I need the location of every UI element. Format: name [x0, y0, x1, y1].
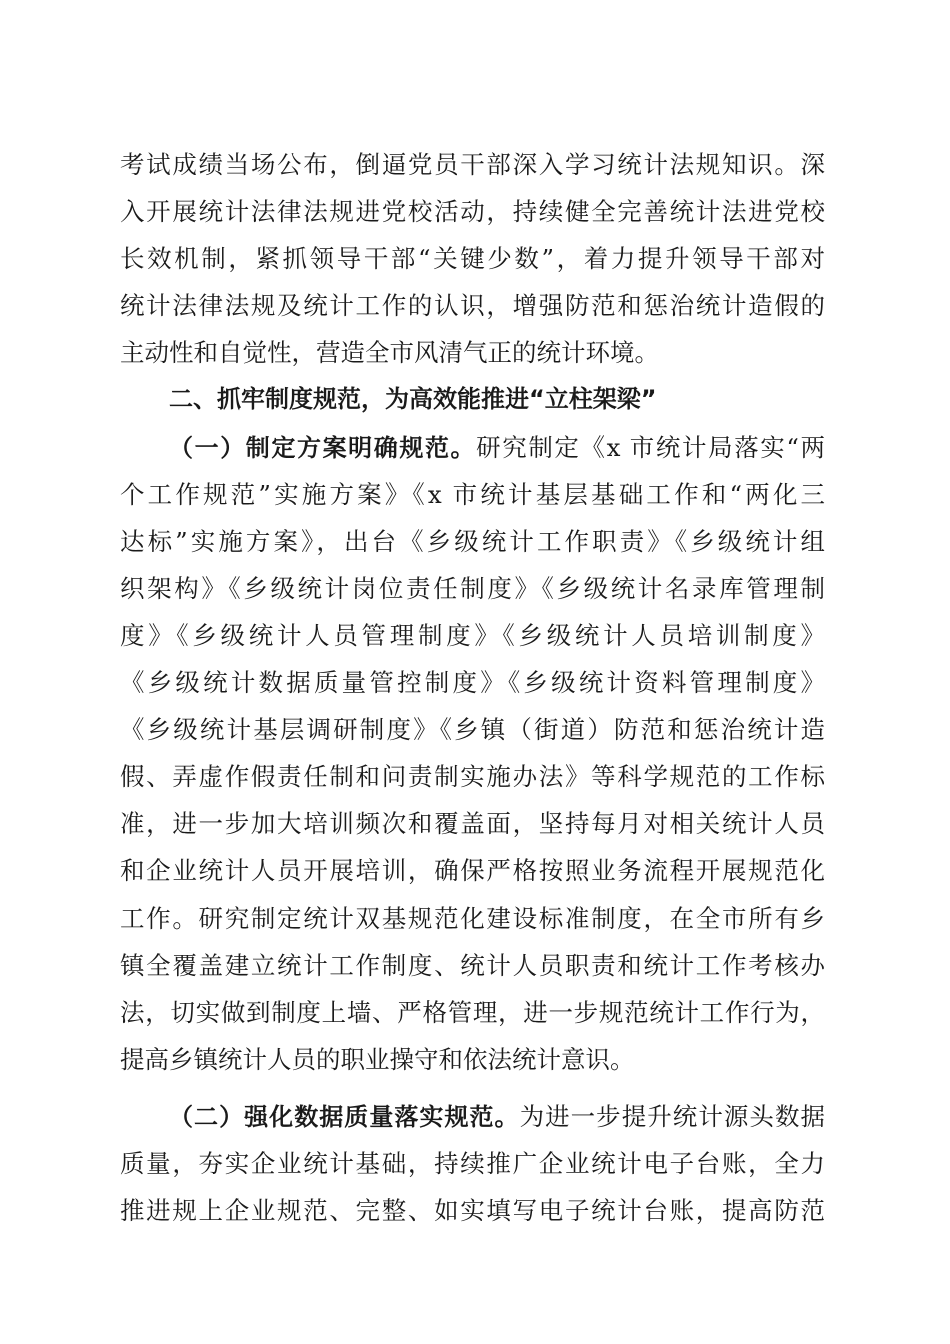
- text-line: 个工作规范”实施方案》《x 市统计基层基础工作和“两化三: [120, 479, 825, 509]
- text-line: 《乡级统计基层调研制度》《乡镇（街道）防范和惩治统计造: [120, 715, 825, 745]
- subsection-2-title: （二）强化数据质量落实规范。: [169, 1102, 520, 1131]
- text-line: 质量，夯实企业统计基础，持续推广企业统计电子台账，全力: [120, 1148, 825, 1178]
- subsection-2-paragraph: [120, 1093, 825, 1234]
- text-line: [120, 1093, 825, 1140]
- text-line: 织架构》《乡级统计岗位责任制度》《乡级统计名录库管理制: [120, 573, 825, 603]
- text-line: 达标”实施方案》，出台《乡级统计工作职责》《乡级统计组: [120, 526, 825, 556]
- document-body: [120, 141, 825, 1234]
- text-line: 入开展统计法律法规进党校活动，持续健全完善统计法进党校: [120, 197, 825, 227]
- text-line: 推进规上企业规范、完整、如实填写电子统计台账，提高防范: [120, 1196, 825, 1226]
- text-line: 《乡级统计数据质量管控制度》《乡级统计资料管理制度》: [120, 668, 825, 698]
- text-line: 镇全覆盖建立统计工作制度、统计人员职责和统计工作考核办: [120, 950, 825, 980]
- text-line: 法，切实做到制度上墙、严格管理，进一步规范统计工作行为，: [120, 997, 825, 1027]
- paragraph-gap: [120, 1083, 825, 1093]
- text-line: [120, 424, 825, 471]
- subsection-1-first-line: 研究制定《x 市统计局落实“两: [476, 432, 825, 462]
- text-line: 统计法律法规及统计工作的认识，增强防范和惩治统计造假的: [120, 291, 825, 321]
- subsection-1-paragraph: [120, 424, 825, 1083]
- subsection-1-title: （一）制定方案明确规范。: [169, 433, 477, 462]
- text-line: 度》《乡级统计人员管理制度》《乡级统计人员培训制度》: [120, 620, 825, 650]
- text-line: 准，进一步加大培训频次和覆盖面，坚持每月对相关统计人员: [120, 809, 825, 839]
- text-line: 考试成绩当场公布，倒逼党员干部深入学习统计法规知识。深: [120, 150, 825, 179]
- subsection-2-first-line: 为进一步提升统计源头数据: [519, 1101, 826, 1131]
- text-line: 主动性和自觉性，营造全市风清气正的统计环境。: [120, 338, 659, 368]
- text-line: 工作。研究制定统计双基规范化建设标准制度，在全市所有乡: [120, 903, 825, 933]
- section-heading: 二、抓牢制度规范，为高效能推进“立柱架梁”: [169, 385, 657, 414]
- text-line: 假、弄虚作假责任制和问责制实施办法》等科学规范的工作标: [120, 762, 825, 792]
- intro-paragraph: [120, 141, 825, 376]
- text-line: 和企业统计人员开展培训，确保严格按照业务流程开展规范化: [120, 856, 825, 886]
- text-line: 长效机制，紧抓领导干部“关键少数”，着力提升领导干部对: [120, 244, 825, 274]
- text-line: 提高乡镇统计人员的职业操守和依法统计意识。: [120, 1044, 635, 1074]
